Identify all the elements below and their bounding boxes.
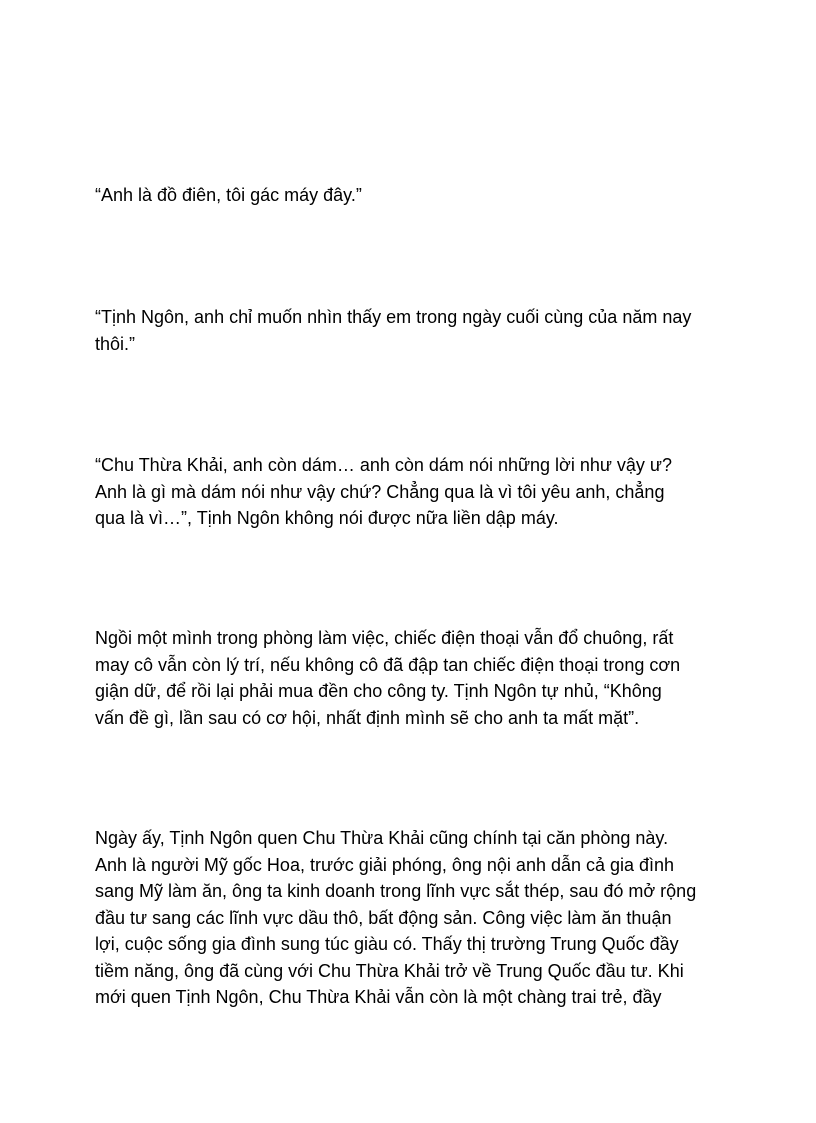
paragraph-2 bbox=[95, 304, 735, 357]
text-line: tiềm năng, ông đã cùng với Chu Thừa Khải trở về Trung Quốc đầu tư. Khi bbox=[95, 960, 684, 981]
text-line: vấn đề gì, lần sau có cơ hội, nhất định mình sẽ cho anh ta mất mặt”. bbox=[95, 707, 640, 728]
paragraph-4 bbox=[95, 625, 735, 731]
paragraph-5 bbox=[95, 825, 735, 1011]
text-line: Anh là gì mà dám nói như vậy chứ? Chẳng qua là vì tôi yêu anh, chẳng bbox=[95, 481, 665, 502]
text-line: giận dữ, để rồi lại phải mua đền cho công ty. Tịnh Ngôn tự nhủ, “Không bbox=[95, 681, 662, 701]
text-line: may cô vẫn còn lý trí, nếu không cô đã đập tan chiếc điện thoại trong cơn bbox=[95, 654, 681, 675]
text-line: sang Mỹ làm ăn, ông ta kinh doanh trong lĩnh vực sắt thép, sau đó mở rộng bbox=[95, 881, 697, 901]
paragraph-3 bbox=[95, 452, 735, 532]
paragraph-1 bbox=[95, 182, 735, 209]
text-line: lợi, cuộc sống gia đình sung túc giàu có. Thấy thị trường Trung Quốc đầy bbox=[95, 934, 679, 954]
text-line: thôi.” bbox=[95, 333, 136, 354]
text-line: “Tịnh Ngôn, anh chỉ muốn nhìn thấy em trong ngày cuối cùng của năm nay bbox=[95, 307, 692, 327]
text-line: qua là vì…”, Tịnh Ngôn không nói được nữa liền dập máy. bbox=[95, 508, 559, 528]
text-line: mới quen Tịnh Ngôn, Chu Thừa Khải vẫn còn là một chàng trai trẻ, đầy bbox=[95, 987, 662, 1007]
text-line: Ngồi một mình trong phòng làm việc, chiếc điện thoại vẫn đổ chuông, rất bbox=[95, 628, 674, 648]
text-line: “Anh là đồ điên, tôi gác máy đây.” bbox=[95, 185, 362, 205]
text-line: Ngày ấy, Tịnh Ngôn quen Chu Thừa Khải cũng chính tại căn phòng này. bbox=[95, 828, 669, 848]
text-line: đầu tư sang các lĩnh vực dầu thô, bất động sản. Công việc làm ăn thuận bbox=[95, 907, 672, 928]
text-line: Anh là người Mỹ gốc Hoa, trước giải phóng, ông nội anh dẫn cả gia đình bbox=[95, 854, 675, 875]
text-line: “Chu Thừa Khải, anh còn dám… anh còn dám nói những lời như vậy ư? bbox=[95, 455, 672, 475]
